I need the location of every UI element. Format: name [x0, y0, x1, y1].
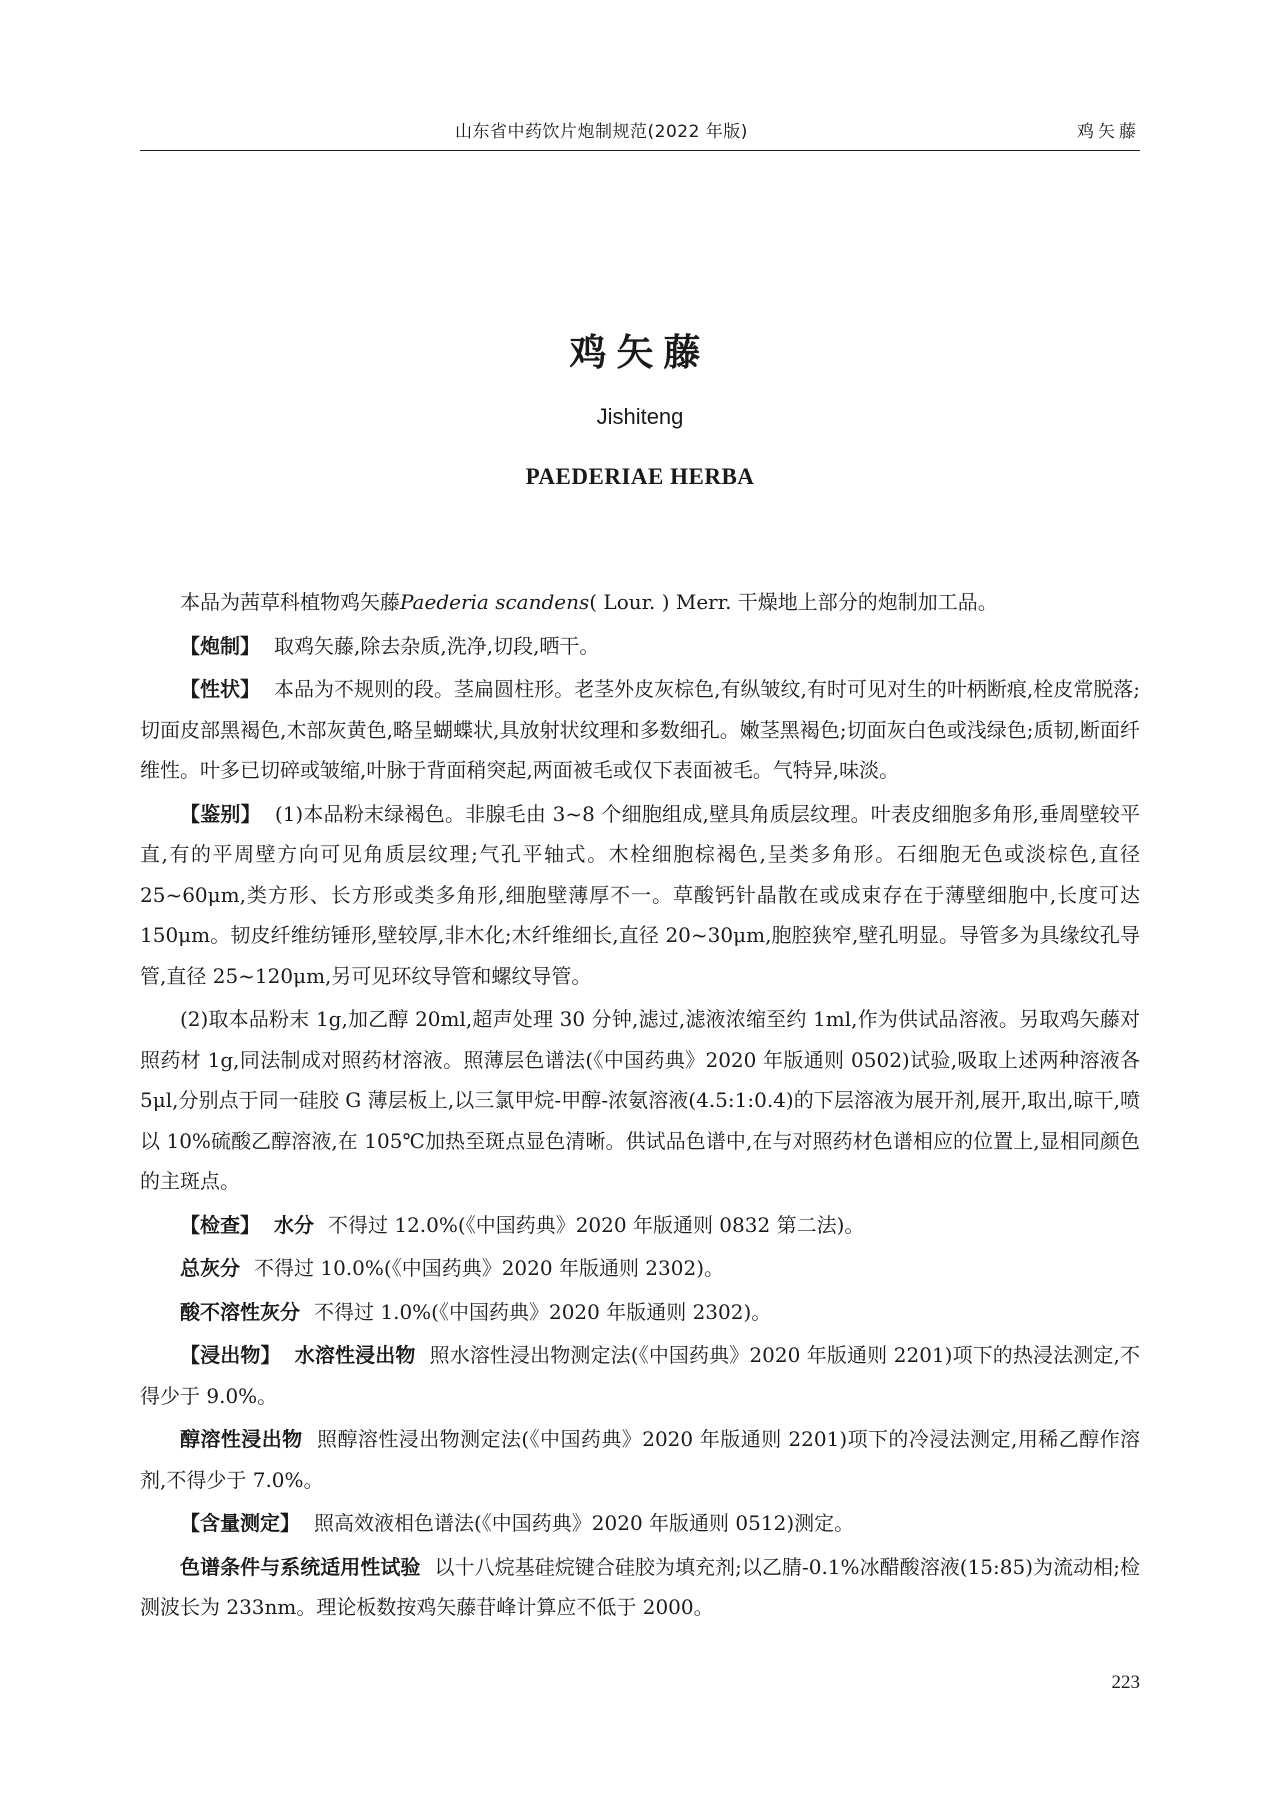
characters-text: 本品为不规则的段。茎扁圆柱形。老茎外皮灰棕色,有纵皱纹,有时可见对生的叶柄断痕,栓皮常脱落;切面皮部黑褐色,木部灰黄色,略呈蝴蝶状,具放射状纹理和多数细孔。嫩茎黑褐色;切面灰白色或浅绿色;质韧,断面纤维性。叶多已切碎或皱缩,叶脉于背面稍突起,两面被毛或仅下表面被毛。气特异,味淡。 [140, 677, 1140, 782]
acid-ash-text: 不得过 1.0%(《中国药典》2020 年版通则 2302)。 [314, 1299, 772, 1324]
book-title: 山东省中药饮片炮制规范(2022 年版) [455, 122, 748, 142]
chromatography-text: 以十八烷基硅烷键合硅胶为填充剂;以乙腈-0.1%冰醋酸溶液(15:85)为流动相;检测波长为 233nm。理论板数按鸡矢藤苷峰计算应不低于 2000。 [140, 1554, 1140, 1619]
total-ash-text: 不得过 10.0%(《中国药典》2020 年版通则 2302)。 [254, 1256, 725, 1280]
processing-heading: 【炮制】 [180, 633, 260, 658]
moisture-label: 水分 [274, 1212, 314, 1237]
processing-section [140, 626, 1140, 667]
chromatography-conditions [140, 1547, 1140, 1628]
moisture-text: 不得过 12.0%(《中国药典》2020 年版通则 0832 第二法)。 [328, 1212, 865, 1237]
water-extractive-label: 水溶性浸出物 [294, 1343, 416, 1367]
identification-text-1: (1)本品粉末绿褐色。非腺毛由 3~8 个细胞组成,壁具角质层纹理。叶表皮细胞多角形,垂周壁较平直,有的平周壁方向可见角质层纹理;气孔平轴式。木栓细胞棕褐色,呈类多角形。石细胞无色或淡棕色,直径 25~60μm,类方形、长方形或类多角形,细胞壁薄厚不一。草酸钙针晶散在或成束存在于薄壁细胞中,长度可达 150μm。韧皮纤维纺锤形,壁较厚,非木化;木纤维细长,直径 20~30μm,胞腔狭窄,壁孔明显。导管多为具缘纹孔导管,直径 25~120μm,另可见环纹导管和螺纹导管。 [140, 801, 1141, 988]
inspection-acid-ash [140, 1292, 1140, 1333]
running-header [140, 112, 1140, 151]
identification-section [140, 794, 1140, 997]
extractives-water [140, 1335, 1140, 1416]
species-name: Paederia scandens [400, 590, 590, 614]
inspection-heading: 【检查】 [180, 1212, 260, 1237]
characters-heading: 【性状】 [180, 677, 261, 701]
acid-ash-label: 酸不溶性灰分 [180, 1299, 300, 1324]
entry-latin-name: PAEDERIAE HERBA [525, 464, 755, 489]
assay-section [140, 1503, 1140, 1544]
identification-heading: 【鉴别】 [180, 801, 261, 826]
intro-suffix: ( Lour. ) Merr. 干燥地上部分的炮制加工品。 [589, 590, 998, 614]
inspection-total-ash [140, 1248, 1140, 1289]
identification-paragraph-2 [140, 999, 1140, 1202]
monograph-body [140, 582, 1140, 1631]
intro-prefix: 本品为茜草科植物鸡矢藤 [180, 590, 400, 614]
characters-section [140, 669, 1140, 791]
alcohol-extractive-text: 照醇溶性浸出物测定法(《中国药典》2020 年版通则 2201)项下的冷浸法测定,用稀乙醇作溶剂,不得少于 7.0%。 [140, 1427, 1140, 1492]
water-extractive-text: 照水溶性浸出物测定法(《中国药典》2020 年版通则 2201)项下的热浸法测定,不得少于 9.0%。 [140, 1343, 1141, 1408]
extractives-alcohol [140, 1419, 1140, 1500]
processing-text: 取鸡矢藤,除去杂质,洗净,切段,晒干。 [274, 633, 600, 658]
intro-paragraph [140, 582, 1140, 623]
assay-text: 照高效液相色谱法(《中国药典》2020 年版通则 0512)测定。 [314, 1511, 855, 1535]
inspection-moisture [140, 1205, 1140, 1246]
assay-heading: 【含量测定】 [180, 1511, 300, 1535]
running-entry-name: 鸡矢藤 [1077, 122, 1140, 142]
page-number: 223 [1111, 1672, 1140, 1693]
entry-pinyin: Jishiteng [596, 404, 684, 429]
alcohol-extractive-label: 醇溶性浸出物 [180, 1427, 303, 1451]
total-ash-label: 总灰分 [180, 1256, 240, 1280]
identification-text-2: (2)取本品粉末 1g,加乙醇 20ml,超声处理 30 分钟,滤过,滤液浓缩至约 1ml,作为供试品溶液。另取鸡矢藤对照药材 1g,同法制成对照药材溶液。照薄层色谱法(《中国药典》2020 年版通则 0502)试验,吸取上述两种溶液各 5μl,分别点于同一硅胶 G 薄层板上,以三氯甲烷-甲醇-浓氨溶液(4.5:1:0.4)的下层溶液为展开剂,展开,取出,晾干,喷以 10%硫酸乙醇溶液,在 105℃加热至斑点显色清晰。供试品色谱中,在与对照药材色谱相应的位置上,显相同颜色的主斑点。 [140, 1007, 1140, 1193]
chromatography-label: 色谱条件与系统适用性试验 [180, 1554, 421, 1579]
extractives-heading: 【浸出物】 [180, 1343, 281, 1367]
entry-title: 鸡矢藤 [569, 331, 711, 374]
